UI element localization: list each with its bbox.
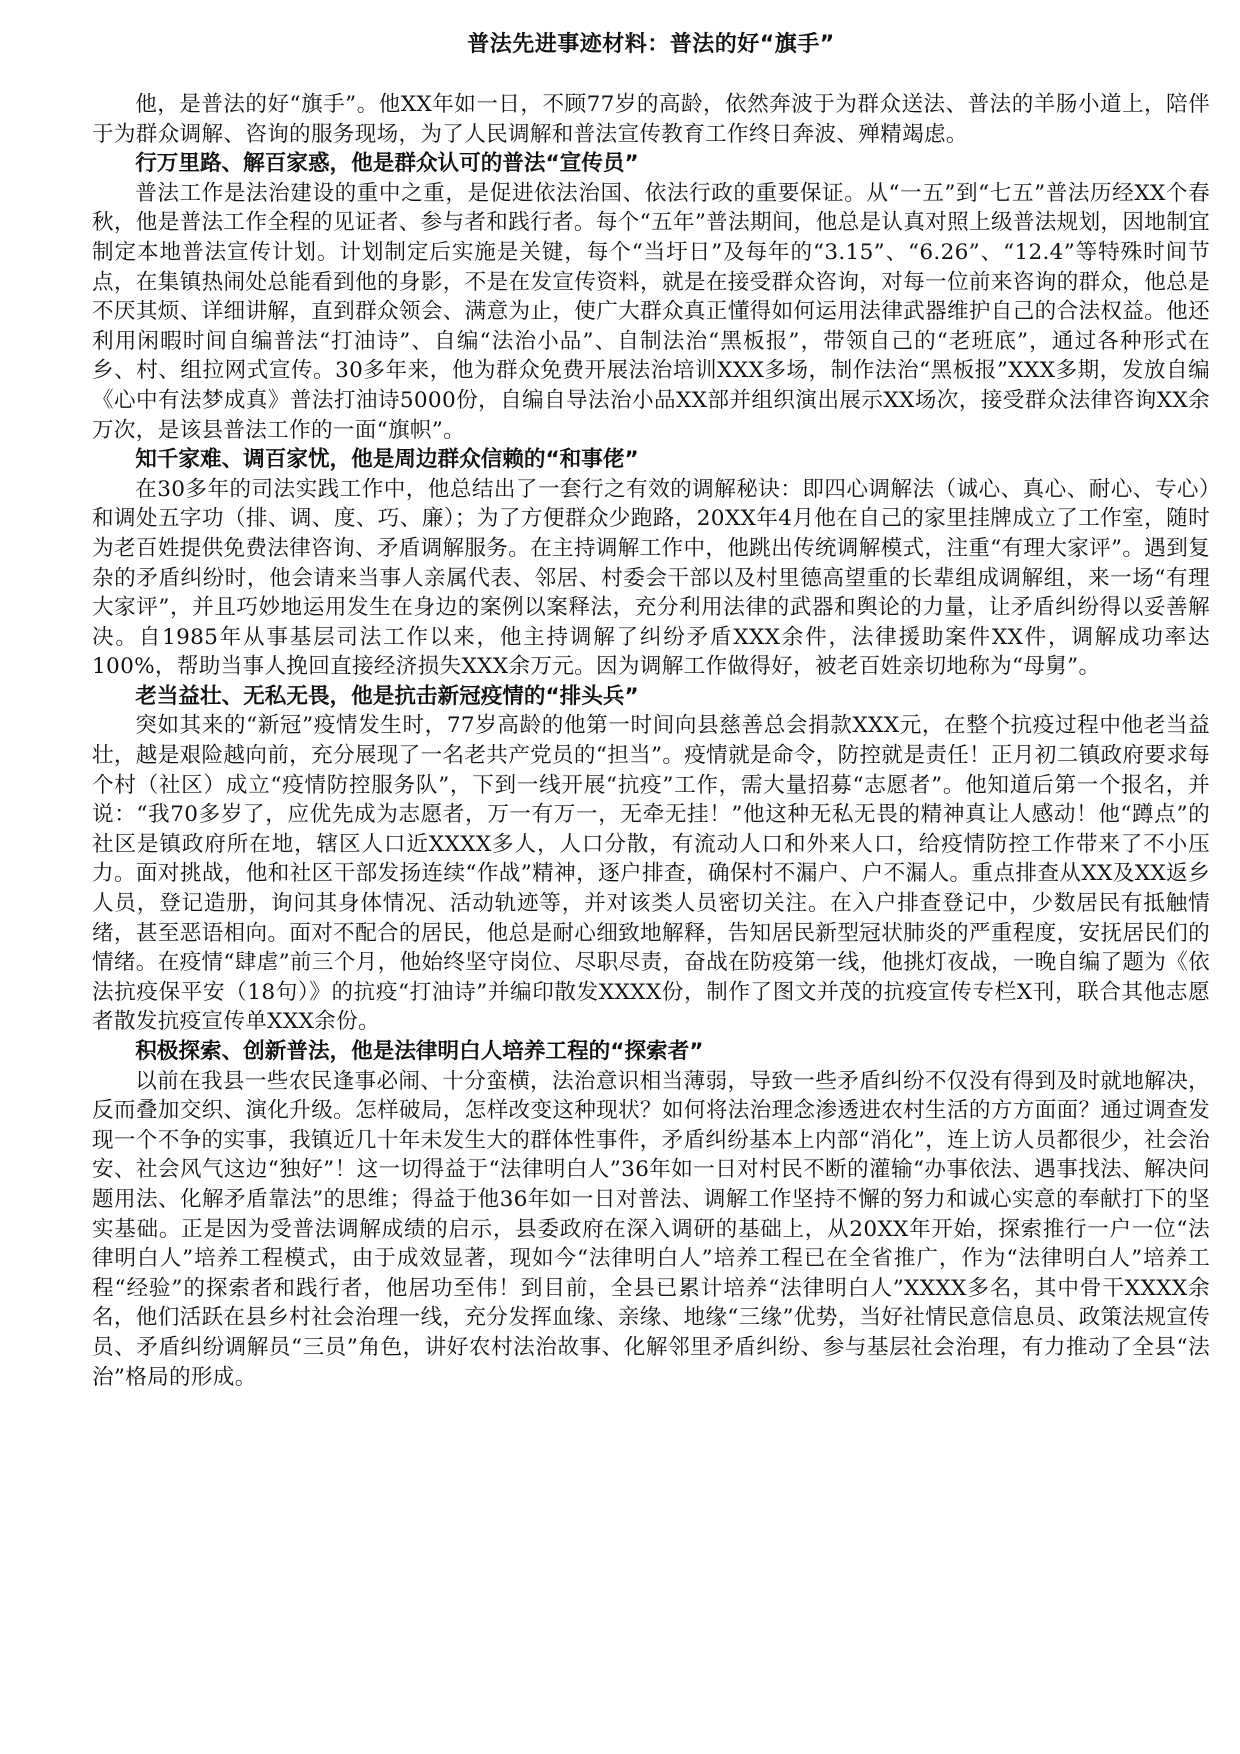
section-pandemic	[92, 682, 1210, 1037]
section-heading: 积极探索、创新普法，他是法律明白人培养工程的“探索者”	[135, 1039, 704, 1064]
document-page	[92, 30, 1210, 1392]
section-body: 以前在我县一些农民逢事必闹、十分蛮横，法治意识相当薄弱，导致一些矛盾纠纷不仅没有得到及时就地解决，反而叠加交织、演化升级。怎样破局，怎样改变这种现状？如何将法治理念渗透进农村生活的方方面面？通过调查发现一个不争的实事，我镇近几十年未发生大的群体性事件，矛盾纠纷基本上内部“消化”，连上访人员都很少，社会治安、社会风气这边“独好”！这一切得益于“法律明白人”36年如一日对村民不断的灌输“办事依法、遇事找法、解决问题用法、化解矛盾靠法”的思维；得益于他36年如一日对普法、调解工作坚持不懈的努力和诚心实意的奉献打下的坚实基础。正是因为受普法调解成绩的启示，县委政府在深入调研的基础上，从20XX年开始，探索推行一户一位“法律明白人”培养工程模式，由于成效显著，现如今“法律明白人”培养工程已在全省推广，作为“法律明白人”培养工程“经验”的探索者和践行者，他居功至伟！到目前，全县已累计培养“法律明白人”XXXX多名，其中骨干XXXX余名，他们活跃在县乡村社会治理一线，充分发挥血缘、亲缘、地缘“三缘”优势，当好社情民意信息员、政策法规宣传员、矛盾纠纷调解员“三员”角色，讲好农村法治故事、化解邻里矛盾纠纷、参与基层社会治理，有力推动了全县“法治”格局的形成。	[92, 1068, 1210, 1390]
section-body: 普法工作是法治建设的重中之重，是促进依法治国、依法行政的重要保证。从“一五”到“七五”普法历经XX个春秋，他是普法工作全程的见证者、参与者和践行者。每个“五年”普法期间，他总是认真对照上级普法规划，因地制宜制定本地普法宣传计划。计划制定后实施是关键，每个“当圩日”及每年的“3.15”、“6.26”、“12.4”等特殊时间节点，在集镇热闹处总能看到他的身影，不是在发宣传资料，就是在接受群众咨询，对每一位前来咨询的群众，他总是不厌其烦、详细讲解，直到群众领会、满意为止，使广大群众真正懂得如何运用法律武器维护自己的合法权益。他还利用闲暇时间自编普法“打油诗”、自编“法治小品”、自制法治“黑板报”，带领自己的“老班底”，通过各种形式在乡、村、组拉网式宣传。30多年来，他为群众免费开展法治培训XXX多场，制作法治“黑板报”XXX多期，发放自编《心中有法梦成真》普法打油诗5000份，自编自导法治小品XX部并组织演出展示XX场次，接受群众法律咨询XX余万次，是该县普法工作的一面“旗帜”。	[92, 180, 1210, 443]
section-heading: 老当益壮、无私无畏，他是抗击新冠疫情的“排头兵”	[135, 683, 639, 709]
section-body: 在30多年的司法实践工作中，他总结出了一套行之有效的调解秘诀：即四心调解法（诚心、真心、耐心、专心）和调处五字功（排、调、度、巧、廉）；为了方便群众少跑路，20XX年4月他在自己的家里挂牌成立了工作室，随时为老百姓提供免费法律咨询、矛盾调解服务。在主持调解工作中，他跳出传统调解模式，注重“有理大家评”。遇到复杂的矛盾纠纷时，他会请来当事人亲属代表、邻居、村委会干部以及村里德高望重的长辈组成调解组，来一场“有理大家评”，并且巧妙地运用发生在身边的案例以案释法，充分利用法律的武器和舆论的力量，让矛盾纠纷得以妥善解决。自1985年从事基层司法工作以来，他主持调解了纠纷矛盾XXX余件，法律援助案件XX件，调解成功率达100%，帮助当事人挽回直接经济损失XXX余万元。因为调解工作做得好，被老百姓亲切地称为“母舅”。	[92, 476, 1210, 680]
document-title: 普法先进事迹材料：普法的好“旗手”	[467, 32, 835, 57]
section-explorer	[92, 1037, 1210, 1392]
section-mediator	[92, 445, 1210, 682]
intro-paragraph: 他，是普法的好“旗手”。他XX年如一日，不顾77岁的高龄，依然奔波于为群众送法、普法的羊肠小道上，陪伴于为群众调解、咨询的服务现场，为了人民调解和普法宣传教育工作终日奔波、殚精竭虑。	[92, 92, 1210, 147]
section-propaganda	[92, 149, 1210, 445]
section-heading: 行万里路、解百家惑，他是群众认可的普法“宣传员”	[135, 151, 639, 177]
section-heading: 知千家难、调百家忧，他是周边群众信赖的“和事佬”	[135, 447, 639, 473]
section-body: 突如其来的“新冠”疫情发生时，77岁高龄的他第一时间向县慈善总会捐款XXX元，在整个抗疫过程中他老当益壮，越是艰险越向前，充分展现了一名老共产党员的“担当”。疫情就是命令，防控就是责任！正月初二镇政府要求每个村（社区）成立“疫情防控服务队”，下到一线开展“抗疫”工作，需大量招募“志愿者”。他知道后第一个报名，并说：“我70多岁了，应优先成为志愿者，万一有万一，无牵无挂！”他这种无私无畏的精神真让人感动！他“蹲点”的社区是镇政府所在地，辖区人口近XXXX多人，人口分散，有流动人口和外来人口，给疫情防控工作带来了不小压力。面对挑战，他和社区干部发扬连续“作战”精神，逐户排查，确保村不漏户、户不漏人。重点排查从XX及XX返乡人员，登记造册，询问其身体情况、活动轨迹等，并对该类人员密切关注。在入户排查登记中，少数居民有抵触情绪，甚至恶语相向。面对不配合的居民，他总是耐心细致地解释，告知居民新型冠状肺炎的严重程度，安抚居民们的情绪。在疫情“肆虐”前三个月，他始终坚守岗位、尽职尽责，奋战在防疫第一线，他挑灯夜战，一晚自编了题为《依法抗疫保平安（18句）》的抗疫“打油诗”并编印散发XXXX份，制作了图文并茂的抗疫宣传专栏X刊，联合其他志愿者散发抗疫宣传单XXX余份。	[92, 713, 1210, 1035]
